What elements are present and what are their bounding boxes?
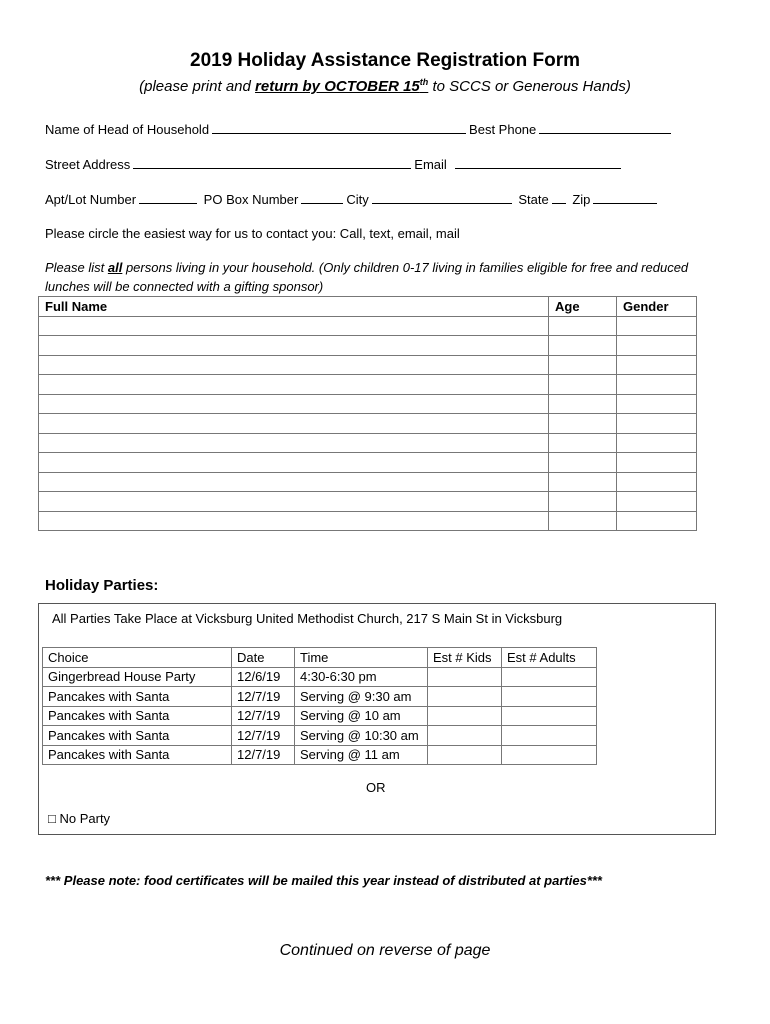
- est-adults-header: Est # Adults: [502, 648, 597, 668]
- age-cell[interactable]: [549, 492, 617, 512]
- table-row: [39, 414, 697, 434]
- table-header-row: [39, 297, 697, 317]
- or-text: OR: [366, 780, 386, 795]
- email-field[interactable]: [455, 156, 621, 169]
- table-row: [39, 433, 697, 453]
- date-header: Date: [232, 648, 295, 668]
- gender-header: Gender: [617, 297, 697, 317]
- contact-preference-text: Please circle the easiest way for us to contact you: Call, text, email, mail: [45, 226, 460, 241]
- name-cell[interactable]: [39, 394, 549, 414]
- est-adults-cell[interactable]: [502, 687, 597, 707]
- no-party-option: [48, 811, 110, 826]
- date-cell: 12/7/19: [232, 726, 295, 746]
- age-cell[interactable]: [549, 453, 617, 473]
- age-cell[interactable]: [549, 375, 617, 395]
- table-row: [39, 472, 697, 492]
- gender-cell[interactable]: [617, 394, 697, 414]
- est-adults-cell[interactable]: [502, 745, 597, 765]
- est-adults-cell[interactable]: [502, 726, 597, 746]
- household-members-table: [38, 296, 697, 531]
- table-row: [39, 355, 697, 375]
- age-cell[interactable]: [549, 394, 617, 414]
- gender-cell[interactable]: [617, 472, 697, 492]
- return-deadline: return by OCTOBER 15th: [255, 77, 429, 95]
- choice-cell: Pancakes with Santa: [43, 726, 232, 746]
- po-box-field[interactable]: [301, 191, 343, 204]
- date-cell: 12/7/19: [232, 687, 295, 707]
- no-party-label: No Party: [59, 811, 111, 826]
- table-row: [39, 511, 697, 531]
- no-party-checkbox[interactable]: □: [48, 811, 56, 826]
- choice-cell: Pancakes with Santa: [43, 687, 232, 707]
- date-cell: 12/7/19: [232, 745, 295, 765]
- age-header: Age: [549, 297, 617, 317]
- est-kids-cell[interactable]: [428, 706, 502, 726]
- age-cell[interactable]: [549, 472, 617, 492]
- table-row: [39, 316, 697, 336]
- gender-cell[interactable]: [617, 414, 697, 434]
- name-cell[interactable]: [39, 511, 549, 531]
- time-cell: Serving @ 10 am: [295, 706, 428, 726]
- name-cell[interactable]: [39, 492, 549, 512]
- form-title: 2019 Holiday Assistance Registration Form: [190, 50, 580, 71]
- date-cell: 12/7/19: [232, 706, 295, 726]
- choice-header: Choice: [43, 648, 232, 668]
- age-cell[interactable]: [549, 355, 617, 375]
- zip-field[interactable]: [593, 191, 657, 204]
- apt-lot-label: Apt/Lot Number: [45, 192, 137, 207]
- time-cell: Serving @ 10:30 am: [295, 726, 428, 746]
- est-adults-cell[interactable]: [502, 667, 597, 687]
- name-cell[interactable]: [39, 472, 549, 492]
- gender-cell[interactable]: [617, 316, 697, 336]
- est-kids-cell[interactable]: [428, 745, 502, 765]
- po-box-label: PO Box Number: [203, 192, 299, 207]
- age-cell[interactable]: [549, 511, 617, 531]
- gender-cell[interactable]: [617, 492, 697, 512]
- city-field[interactable]: [372, 191, 512, 204]
- age-cell[interactable]: [549, 433, 617, 453]
- time-cell: Serving @ 11 am: [295, 745, 428, 765]
- age-cell[interactable]: [549, 316, 617, 336]
- est-kids-header: Est # Kids: [428, 648, 502, 668]
- email-label: Email: [414, 157, 447, 172]
- gender-cell[interactable]: [617, 375, 697, 395]
- table-row: [39, 453, 697, 473]
- choice-cell: Pancakes with Santa: [43, 706, 232, 726]
- apt-line: [45, 191, 660, 207]
- est-kids-cell[interactable]: [428, 667, 502, 687]
- choice-cell: Pancakes with Santa: [43, 745, 232, 765]
- date-cell: 12/6/19: [232, 667, 295, 687]
- table-row: [39, 492, 697, 512]
- time-header: Time: [295, 648, 428, 668]
- name-cell[interactable]: [39, 433, 549, 453]
- name-cell[interactable]: [39, 414, 549, 434]
- choice-cell: Gingerbread House Party: [43, 667, 232, 687]
- table-row: [39, 336, 697, 356]
- name-cell[interactable]: [39, 453, 549, 473]
- household-name-line: [45, 121, 674, 137]
- subtitle-before: (please print and: [139, 78, 256, 95]
- gender-cell[interactable]: [617, 355, 697, 375]
- gender-cell[interactable]: [617, 453, 697, 473]
- full-name-header: Full Name: [39, 297, 549, 317]
- table-row: [39, 375, 697, 395]
- street-address-label: Street Address: [45, 157, 131, 172]
- est-kids-cell[interactable]: [428, 726, 502, 746]
- party-location: All Parties Take Place at Vicksburg United Methodist Church, 217 S Main St in Vicksburg: [52, 611, 563, 626]
- holiday-parties-heading: Holiday Parties:: [45, 577, 159, 594]
- gender-cell[interactable]: [617, 336, 697, 356]
- apt-lot-field[interactable]: [139, 191, 197, 204]
- table-row: [43, 687, 597, 707]
- subtitle-after: to SCCS or Generous Hands): [428, 78, 631, 95]
- name-cell[interactable]: [39, 355, 549, 375]
- zip-label: Zip: [572, 192, 591, 207]
- street-address-field[interactable]: [133, 156, 411, 169]
- age-cell[interactable]: [549, 336, 617, 356]
- household-instructions-line2: lunches will be connected with a gifting sponsor): [45, 279, 324, 294]
- table-row: [43, 745, 597, 765]
- best-phone-field[interactable]: [539, 121, 671, 134]
- head-of-household-field[interactable]: [212, 121, 466, 134]
- age-cell[interactable]: [549, 414, 617, 434]
- continued-note: Continued on reverse of page: [279, 942, 491, 959]
- city-label: City: [346, 192, 369, 207]
- time-cell: Serving @ 9:30 am: [295, 687, 428, 707]
- state-label: State: [518, 192, 549, 207]
- name-cell[interactable]: [39, 316, 549, 336]
- parties-header-row: [43, 648, 597, 668]
- state-field[interactable]: [552, 191, 566, 204]
- gender-cell[interactable]: [617, 511, 697, 531]
- name-cell[interactable]: [39, 375, 549, 395]
- best-phone-label: Best Phone: [469, 122, 537, 137]
- form-subtitle: [0, 77, 770, 95]
- time-cell: 4:30-6:30 pm: [295, 667, 428, 687]
- gender-cell[interactable]: [617, 433, 697, 453]
- parties-table: [42, 647, 597, 765]
- est-kids-cell[interactable]: [428, 687, 502, 707]
- household-instructions: Please list all persons living in your household. (Only children 0-17 living in families eligible for free and reduced: [45, 260, 689, 275]
- table-row: [43, 706, 597, 726]
- est-adults-cell[interactable]: [502, 706, 597, 726]
- table-row: [43, 726, 597, 746]
- name-cell[interactable]: [39, 336, 549, 356]
- head-of-household-label: Name of Head of Household: [45, 122, 210, 137]
- table-row: [39, 394, 697, 414]
- table-row: [43, 667, 597, 687]
- address-line: [45, 156, 624, 172]
- food-certificate-note: *** Please note: food certificates will be mailed this year instead of distributed at parties***: [45, 873, 602, 888]
